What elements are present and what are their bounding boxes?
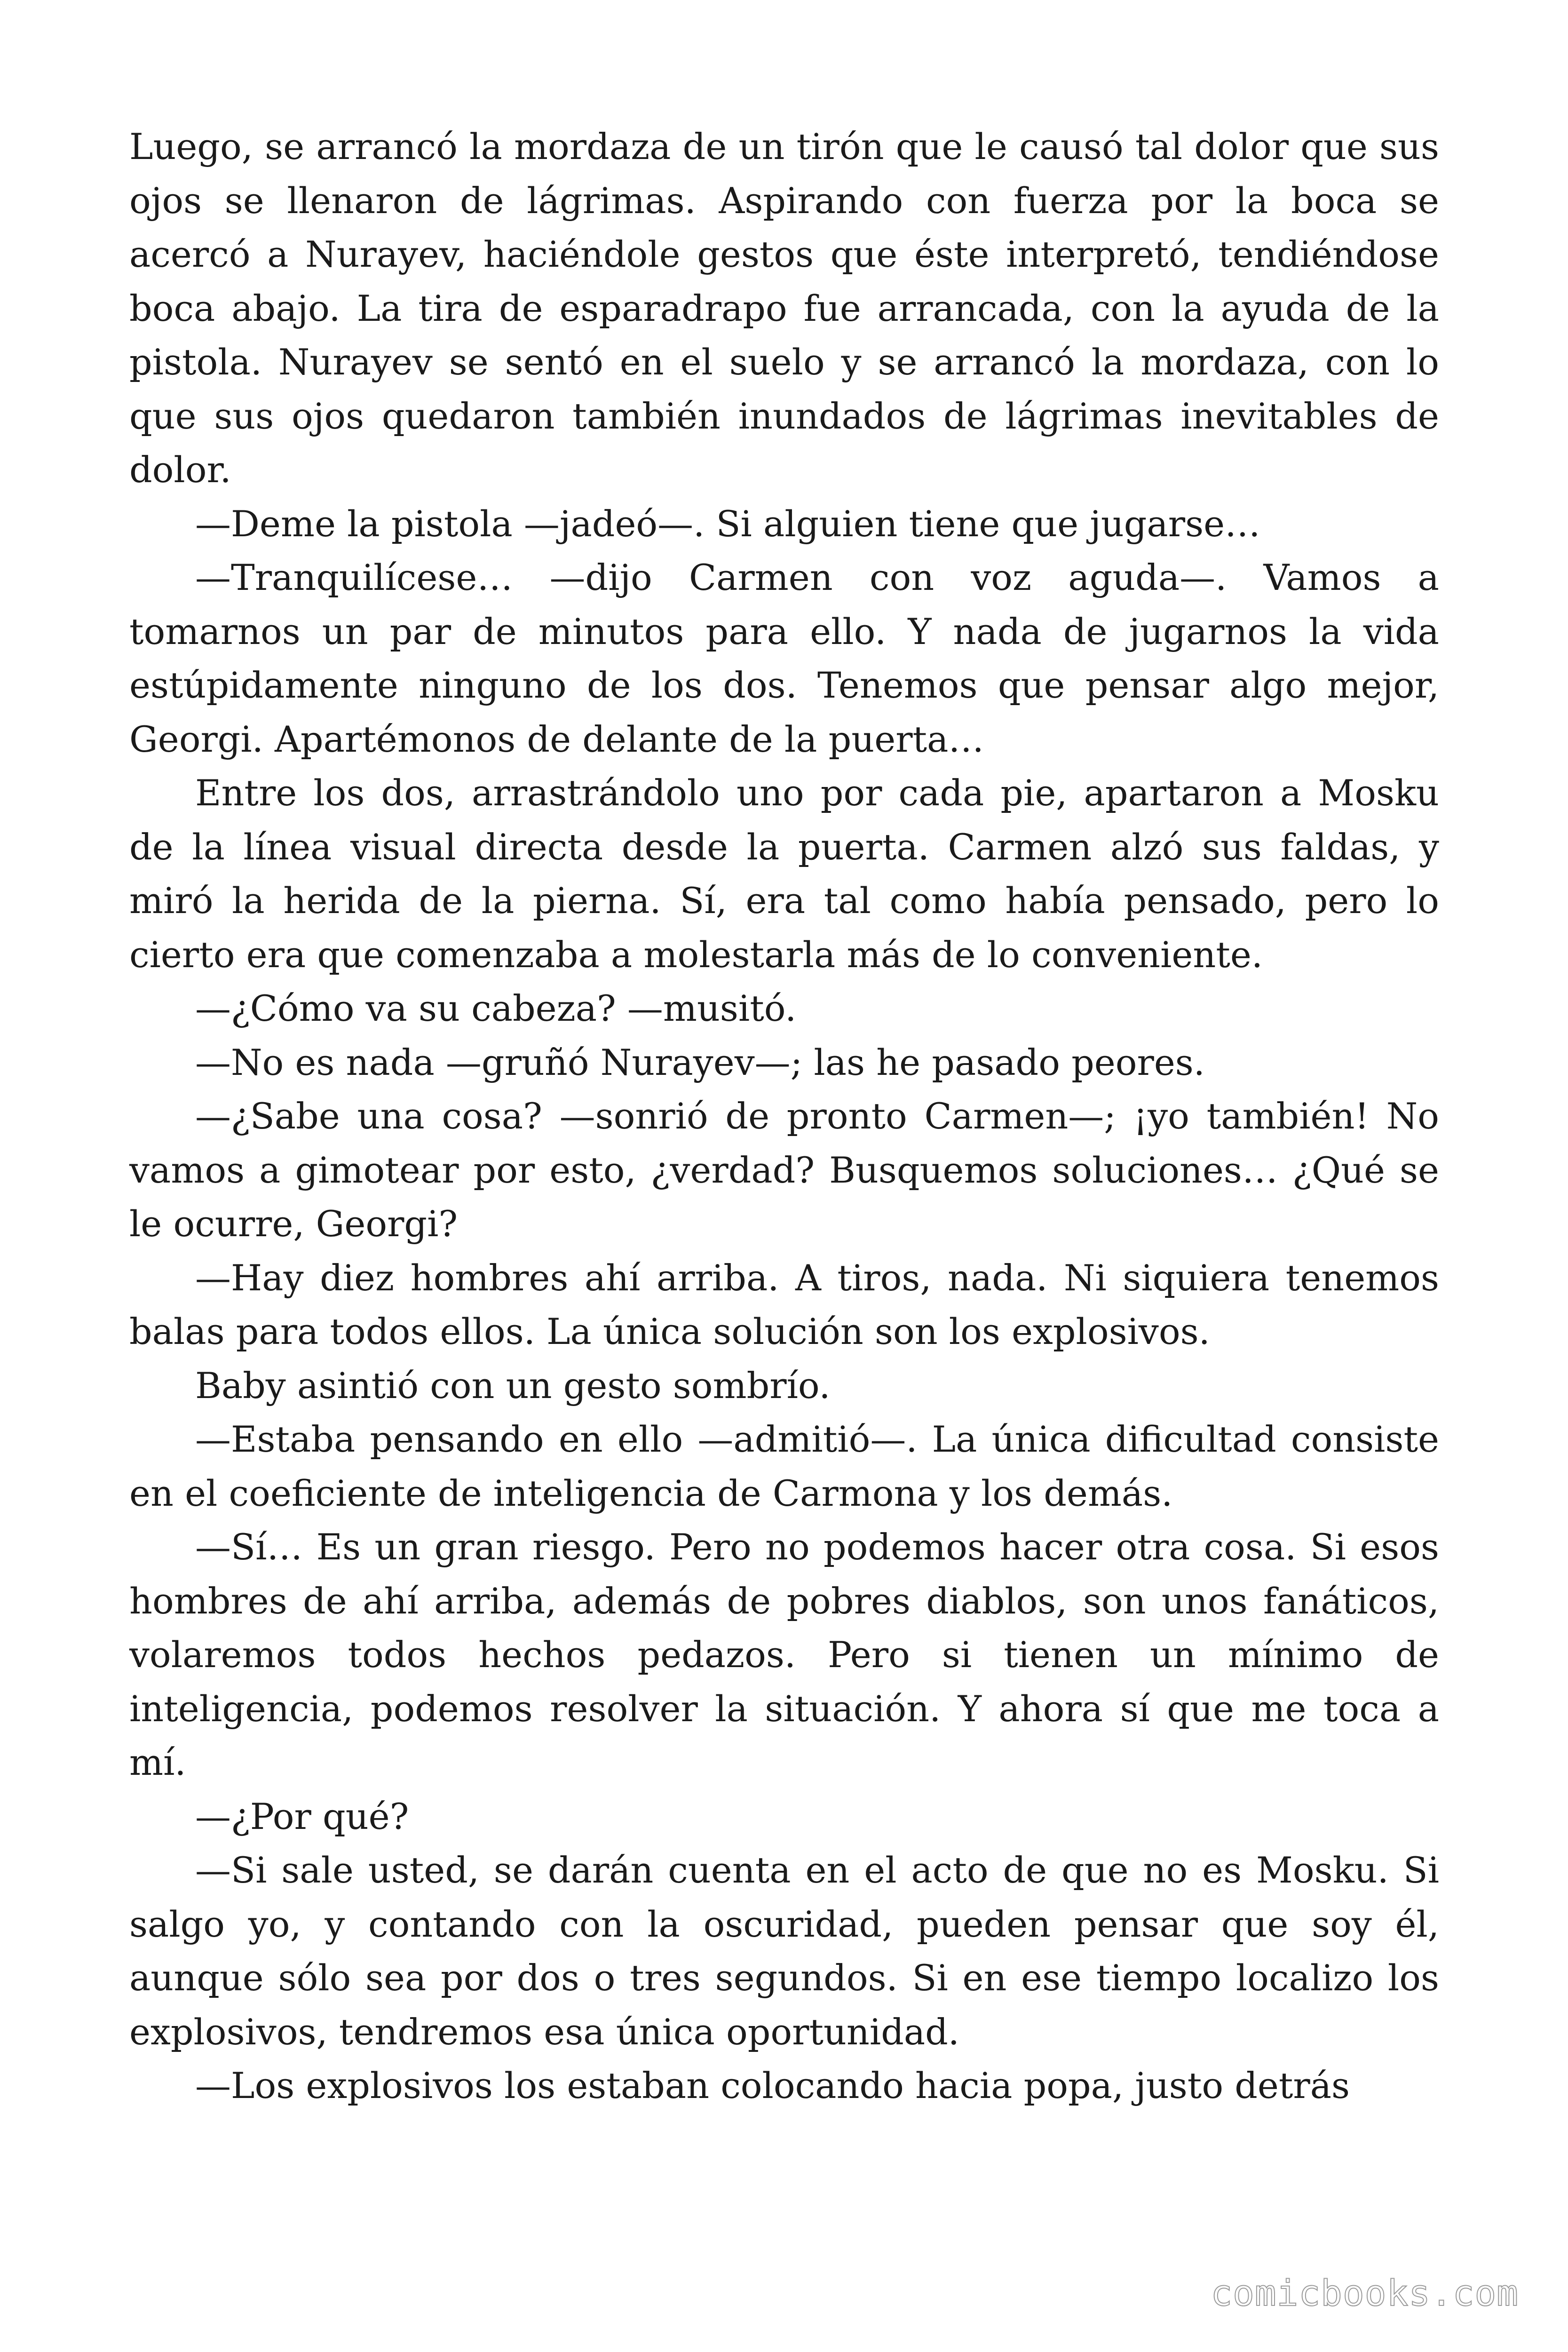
paragraph-7: —¿Sabe una cosa? —sonrió de pronto Carmen—; ¡yo también! No vamos a gimotear por esto, ¿verdad? Busquemos soluciones… ¿Qué se le ocurre, Georgi? (129, 1095, 1439, 1245)
paragraph-12: —¿Por qué? (195, 1795, 409, 1837)
paragraph-8: —Hay diez hombres ahí arriba. A tiros, nada. Ni siquiera tenemos balas para todos ellos. La única solución son los explosivos. (129, 1256, 1439, 1352)
paragraph-5: —¿Cómo va su cabeza? —musitó. (195, 987, 797, 1029)
paragraph-9: Baby asintió con un gesto sombrío. (195, 1364, 831, 1406)
watermark: comicbooks.com (1211, 2272, 1519, 2314)
paragraph-2: —Deme la pistola —jadeó—. Si alguien tiene que jugarse… (195, 502, 1261, 545)
paragraph-3: —Tranquilícese… —dijo Carmen con voz aguda—. Vamos a tomarnos un par de minutos para ello. Y nada de jugarnos la vida estúpidamente ninguno de los dos. Tenemos que pensar algo mejor, Georgi. Apartémonos de delante de la puerta… (129, 556, 1439, 760)
paragraph-14: —Los explosivos los estaban colocando hacia popa, justo detrás (195, 2065, 1350, 2106)
paragraph-4: Entre los dos, arrastrándolo uno por cada pie, apartaron a Mosku de la línea visual directa desde la puerta. Carmen alzó sus faldas, y miró la herida de la pierna. Sí, era tal como había pensado, pero lo cierto era que comenzaba a molestarla más de lo conveniente. (129, 772, 1439, 976)
paragraph-13: —Si sale usted, se darán cuenta en el acto de que no es Mosku. Si salgo yo, y contando con la oscuridad, pueden pensar que soy él, aunque sólo sea por dos o tres segundos. Si en ese tiempo localizo los explosivos, tendremos esa única oportunidad. (129, 1849, 1439, 2053)
page-text (129, 120, 1439, 2113)
paragraph-6: —No es nada —gruñó Nurayev—; las he pasado peores. (195, 1041, 1205, 1083)
paragraph-11: —Sí… Es un gran riesgo. Pero no podemos hacer otra cosa. Si esos hombres de ahí arriba, además de pobres diablos, son unos fanáticos, volaremos todos hechos pedazos. Pero si tienen un mínimo de inteligencia, podemos resolver la situación. Y ahora sí que me toca a mí. (129, 1526, 1439, 1783)
paragraph-1: Luego, se arrancó la mordaza de un tirón que le causó tal dolor que sus ojos se llenaron de lágrimas. Aspirando con fuerza por la boca se acercó a Nurayev, haciéndole gestos que éste interpretó, tendiéndose boca abajo. La tira de esparadrapo fue arrancada, con la ayuda de la pistola. Nurayev se sentó en el suelo y se arrancó la mordaza, con lo que sus ojos quedaron también inundados de lágrimas inevitables de dolor. (129, 126, 1439, 491)
paragraph-10: —Estaba pensando en ello —admitió—. La única dificultad consiste en el coeficiente de inteligencia de Carmona y los demás. (129, 1418, 1439, 1514)
